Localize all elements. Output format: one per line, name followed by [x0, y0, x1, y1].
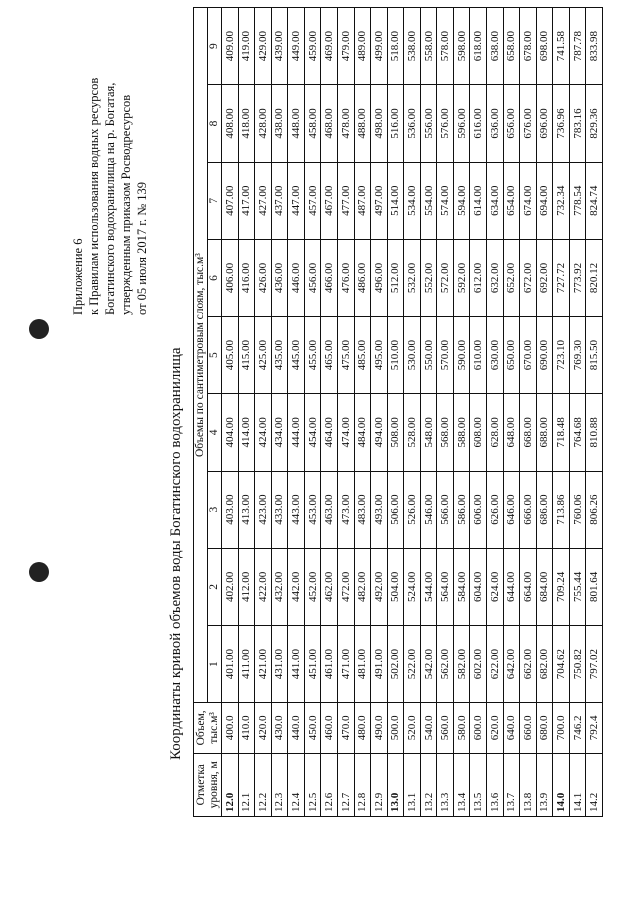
- cm-volume-cell: 558.00: [420, 8, 437, 85]
- cm-volume-cell: 592.00: [453, 239, 470, 316]
- cm-volume-cell: 502.00: [387, 625, 404, 702]
- cm-volume-cell: 438.00: [271, 85, 288, 162]
- cm-volume-cell: 411.00: [238, 625, 255, 702]
- cm-volume-cell: 528.00: [404, 394, 421, 471]
- volume-cell: 600.0: [470, 703, 487, 753]
- cm-volume-cell: 552.00: [420, 239, 437, 316]
- cm-volume-cell: 451.00: [304, 625, 321, 702]
- cm-volume-cell: 469.00: [321, 8, 338, 85]
- cm-volume-cell: 688.00: [536, 394, 553, 471]
- volume-cell: 680.0: [536, 703, 553, 753]
- cm-volume-cell: 546.00: [420, 471, 437, 548]
- cm-volume-cell: 568.00: [437, 394, 454, 471]
- level-cell: 13.8: [520, 753, 537, 816]
- cm-volume-cell: 498.00: [371, 85, 388, 162]
- cm-volume-cell: 664.00: [520, 548, 537, 625]
- cm-volume-cell: 407.00: [222, 162, 239, 239]
- cm-volume-cell: 514.00: [387, 162, 404, 239]
- table-row: [553, 8, 570, 817]
- cm-volume-cell: 588.00: [453, 394, 470, 471]
- table-row: [437, 8, 454, 817]
- cm-volume-cell: 769.30: [569, 317, 586, 394]
- cm-volume-cell: 492.00: [371, 548, 388, 625]
- cm-volume-cell: 638.00: [487, 8, 504, 85]
- cm-volume-cell: 662.00: [520, 625, 537, 702]
- cm-volume-cell: 618.00: [470, 8, 487, 85]
- cm-volume-cell: 508.00: [387, 394, 404, 471]
- cm-volume-cell: 532.00: [404, 239, 421, 316]
- cm-volume-cell: 448.00: [288, 85, 305, 162]
- header-cm: 2: [208, 548, 222, 625]
- cm-volume-cell: 522.00: [404, 625, 421, 702]
- cm-volume-cell: 485.00: [354, 317, 371, 394]
- volume-cell: 440.0: [288, 703, 305, 753]
- cm-volume-cell: 461.00: [321, 625, 338, 702]
- cm-volume-cell: 484.00: [354, 394, 371, 471]
- cm-volume-cell: 778.54: [569, 162, 586, 239]
- cm-volume-cell: 478.00: [337, 85, 354, 162]
- cm-volume-cell: 578.00: [437, 8, 454, 85]
- level-cell: 13.6: [487, 753, 504, 816]
- cm-volume-cell: 628.00: [487, 394, 504, 471]
- level-cell: 12.9: [371, 753, 388, 816]
- cm-volume-cell: 648.00: [503, 394, 520, 471]
- cm-volume-cell: 709.24: [553, 548, 570, 625]
- table-row: [470, 8, 487, 817]
- level-cell: 13.1: [404, 753, 421, 816]
- cm-volume-cell: 466.00: [321, 239, 338, 316]
- cm-volume-cell: 636.00: [487, 85, 504, 162]
- table-row: [536, 8, 553, 817]
- table-row: [404, 8, 421, 817]
- table-row: [354, 8, 371, 817]
- volume-cell: 700.0: [553, 703, 570, 753]
- cm-volume-cell: 482.00: [354, 548, 371, 625]
- table-row: [288, 8, 305, 817]
- cm-volume-cell: 518.00: [387, 8, 404, 85]
- cm-volume-cell: 457.00: [304, 162, 321, 239]
- cm-volume-cell: 594.00: [453, 162, 470, 239]
- header-cm: 3: [208, 471, 222, 548]
- cm-volume-cell: 704.62: [553, 625, 570, 702]
- cm-volume-cell: 741.58: [553, 8, 570, 85]
- cm-volume-cell: 442.00: [288, 548, 305, 625]
- cm-volume-cell: 486.00: [354, 239, 371, 316]
- document-title: Координаты кривой объемов воды Богатинского водохранилища: [168, 347, 184, 760]
- cm-volume-cell: 403.00: [222, 471, 239, 548]
- table-row: [569, 8, 586, 817]
- cm-volume-cell: 493.00: [371, 471, 388, 548]
- cm-volume-cell: 815.50: [586, 317, 603, 394]
- cm-volume-cell: 447.00: [288, 162, 305, 239]
- cm-volume-cell: 787.78: [569, 8, 586, 85]
- cm-volume-cell: 472.00: [337, 548, 354, 625]
- cm-volume-cell: 672.00: [520, 239, 537, 316]
- table-row: [304, 8, 321, 817]
- cm-volume-cell: 690.00: [536, 317, 553, 394]
- volume-cell: 460.0: [321, 703, 338, 753]
- cm-volume-cell: 530.00: [404, 317, 421, 394]
- volume-cell: 520.0: [404, 703, 421, 753]
- cm-volume-cell: 473.00: [337, 471, 354, 548]
- cm-volume-cell: 429.00: [255, 8, 272, 85]
- cm-volume-cell: 475.00: [337, 317, 354, 394]
- appendix-line: Богатинского водохранилища на р. Богатая,: [103, 82, 117, 315]
- cm-volume-cell: 544.00: [420, 548, 437, 625]
- cm-volume-cell: 727.72: [553, 239, 570, 316]
- cm-volume-cell: 483.00: [354, 471, 371, 548]
- cm-volume-cell: 632.00: [487, 239, 504, 316]
- cm-volume-cell: 405.00: [222, 317, 239, 394]
- cm-volume-cell: 674.00: [520, 162, 537, 239]
- cm-volume-cell: 556.00: [420, 85, 437, 162]
- cm-volume-cell: 666.00: [520, 471, 537, 548]
- cm-volume-cell: 433.00: [271, 471, 288, 548]
- volume-cell: 430.0: [271, 703, 288, 753]
- cm-volume-cell: 764.68: [569, 394, 586, 471]
- cm-volume-cell: 446.00: [288, 239, 305, 316]
- cm-volume-cell: 468.00: [321, 85, 338, 162]
- volume-cell: 420.0: [255, 703, 272, 753]
- cm-volume-cell: 488.00: [354, 85, 371, 162]
- level-cell: 13.7: [503, 753, 520, 816]
- level-cell: 13.2: [420, 753, 437, 816]
- cm-volume-cell: 548.00: [420, 394, 437, 471]
- cm-volume-cell: 582.00: [453, 625, 470, 702]
- volume-table: [193, 7, 603, 817]
- cm-volume-cell: 419.00: [238, 8, 255, 85]
- level-cell: 12.1: [238, 753, 255, 816]
- cm-volume-cell: 797.02: [586, 625, 603, 702]
- table-row: [222, 8, 239, 817]
- level-cell: 14.1: [569, 753, 586, 816]
- cm-volume-cell: 692.00: [536, 239, 553, 316]
- cm-volume-cell: 718.48: [553, 394, 570, 471]
- cm-volume-cell: 678.00: [520, 8, 537, 85]
- cm-volume-cell: 630.00: [487, 317, 504, 394]
- cm-volume-cell: 512.00: [387, 239, 404, 316]
- table-row: [387, 8, 404, 817]
- cm-volume-cell: 417.00: [238, 162, 255, 239]
- cm-volume-cell: 598.00: [453, 8, 470, 85]
- cm-volume-cell: 416.00: [238, 239, 255, 316]
- cm-volume-cell: 713.86: [553, 471, 570, 548]
- cm-volume-cell: 562.00: [437, 625, 454, 702]
- cm-volume-cell: 801.64: [586, 548, 603, 625]
- cm-volume-cell: 670.00: [520, 317, 537, 394]
- cm-volume-cell: 538.00: [404, 8, 421, 85]
- table-row: [238, 8, 255, 817]
- cm-volume-cell: 425.00: [255, 317, 272, 394]
- cm-volume-cell: 614.00: [470, 162, 487, 239]
- cm-volume-cell: 606.00: [470, 471, 487, 548]
- cm-volume-cell: 456.00: [304, 239, 321, 316]
- appendix-line: от 05 июля 2017 г. № 139: [135, 181, 149, 315]
- cm-volume-cell: 455.00: [304, 317, 321, 394]
- cm-volume-cell: 644.00: [503, 548, 520, 625]
- cm-volume-cell: 570.00: [437, 317, 454, 394]
- cm-volume-cell: 426.00: [255, 239, 272, 316]
- header-cm: 5: [208, 317, 222, 394]
- cm-volume-cell: 760.06: [569, 471, 586, 548]
- level-cell: 13.5: [470, 753, 487, 816]
- cm-volume-cell: 415.00: [238, 317, 255, 394]
- cm-volume-cell: 658.00: [503, 8, 520, 85]
- cm-volume-cell: 453.00: [304, 471, 321, 548]
- cm-volume-cell: 439.00: [271, 8, 288, 85]
- cm-volume-cell: 449.00: [288, 8, 305, 85]
- volume-cell: 470.0: [337, 703, 354, 753]
- cm-volume-cell: 479.00: [337, 8, 354, 85]
- cm-volume-cell: 467.00: [321, 162, 338, 239]
- cm-volume-cell: 427.00: [255, 162, 272, 239]
- table-row: [420, 8, 437, 817]
- header-cm: 6: [208, 239, 222, 316]
- cm-volume-cell: 412.00: [238, 548, 255, 625]
- cm-volume-cell: 696.00: [536, 85, 553, 162]
- cm-volume-cell: 564.00: [437, 548, 454, 625]
- cm-volume-cell: 402.00: [222, 548, 239, 625]
- cm-volume-cell: 421.00: [255, 625, 272, 702]
- cm-volume-cell: 806.26: [586, 471, 603, 548]
- cm-volume-cell: 401.00: [222, 625, 239, 702]
- cm-volume-cell: 516.00: [387, 85, 404, 162]
- cm-volume-cell: 443.00: [288, 471, 305, 548]
- cm-volume-cell: 510.00: [387, 317, 404, 394]
- table-row: [487, 8, 504, 817]
- volume-cell: 400.0: [222, 703, 239, 753]
- cm-volume-cell: 406.00: [222, 239, 239, 316]
- cm-volume-cell: 463.00: [321, 471, 338, 548]
- cm-volume-cell: 495.00: [371, 317, 388, 394]
- cm-volume-cell: 414.00: [238, 394, 255, 471]
- cm-volume-cell: 584.00: [453, 548, 470, 625]
- appendix-note: [70, 5, 150, 315]
- cm-volume-cell: 668.00: [520, 394, 537, 471]
- cm-volume-cell: 423.00: [255, 471, 272, 548]
- table-row: [271, 8, 288, 817]
- table-row: [371, 8, 388, 817]
- cm-volume-cell: 736.96: [553, 85, 570, 162]
- cm-volume-cell: 596.00: [453, 85, 470, 162]
- level-cell: 13.9: [536, 753, 553, 816]
- table-row: [255, 8, 272, 817]
- appendix-line: к Правилам использования водных ресурсов: [87, 77, 101, 315]
- cm-volume-cell: 428.00: [255, 85, 272, 162]
- cm-volume-cell: 604.00: [470, 548, 487, 625]
- level-cell: 13.3: [437, 753, 454, 816]
- cm-volume-cell: 612.00: [470, 239, 487, 316]
- cm-volume-cell: 494.00: [371, 394, 388, 471]
- cm-volume-cell: 497.00: [371, 162, 388, 239]
- appendix-line: утвержденным приказом Росводресурсов: [119, 94, 133, 315]
- cm-volume-cell: 496.00: [371, 239, 388, 316]
- cm-volume-cell: 566.00: [437, 471, 454, 548]
- header-cm: 4: [208, 394, 222, 471]
- level-cell: 14.0: [553, 753, 570, 816]
- volume-cell: 580.0: [453, 703, 470, 753]
- cm-volume-cell: 536.00: [404, 85, 421, 162]
- cm-volume-cell: 572.00: [437, 239, 454, 316]
- cm-volume-cell: 499.00: [371, 8, 388, 85]
- cm-volume-cell: 686.00: [536, 471, 553, 548]
- volume-cell: 410.0: [238, 703, 255, 753]
- cm-volume-cell: 404.00: [222, 394, 239, 471]
- cm-volume-cell: 409.00: [222, 8, 239, 85]
- header-cm: 1: [208, 625, 222, 702]
- volume-cell: 620.0: [487, 703, 504, 753]
- level-cell: 12.5: [304, 753, 321, 816]
- cm-volume-cell: 622.00: [487, 625, 504, 702]
- cm-volume-cell: 732.34: [553, 162, 570, 239]
- cm-volume-cell: 452.00: [304, 548, 321, 625]
- cm-volume-cell: 413.00: [238, 471, 255, 548]
- cm-volume-cell: 422.00: [255, 548, 272, 625]
- table-row: [503, 8, 520, 817]
- cm-volume-cell: 542.00: [420, 625, 437, 702]
- cm-volume-cell: 437.00: [271, 162, 288, 239]
- cm-volume-cell: 489.00: [354, 8, 371, 85]
- cm-volume-cell: 829.36: [586, 85, 603, 162]
- header-volume: Объем, тыс.м³: [194, 703, 222, 753]
- cm-volume-cell: 464.00: [321, 394, 338, 471]
- cm-volume-cell: 624.00: [487, 548, 504, 625]
- level-cell: 12.7: [337, 753, 354, 816]
- cm-volume-cell: 608.00: [470, 394, 487, 471]
- cm-volume-cell: 435.00: [271, 317, 288, 394]
- cm-volume-cell: 586.00: [453, 471, 470, 548]
- cm-volume-cell: 418.00: [238, 85, 255, 162]
- cm-volume-cell: 656.00: [503, 85, 520, 162]
- level-cell: 12.2: [255, 753, 272, 816]
- volume-cell: 640.0: [503, 703, 520, 753]
- cm-volume-cell: 526.00: [404, 471, 421, 548]
- header-cm-group: Объемы по сантиметровым слоям, тыс.м³: [194, 8, 208, 703]
- table-row: [586, 8, 603, 817]
- level-cell: 12.6: [321, 753, 338, 816]
- level-cell: 12.8: [354, 753, 371, 816]
- cm-volume-cell: 491.00: [371, 625, 388, 702]
- cm-volume-cell: 634.00: [487, 162, 504, 239]
- volume-cell: 500.0: [387, 703, 404, 753]
- cm-volume-cell: 833.98: [586, 8, 603, 85]
- volume-cell: 450.0: [304, 703, 321, 753]
- cm-volume-cell: 650.00: [503, 317, 520, 394]
- cm-volume-cell: 642.00: [503, 625, 520, 702]
- level-cell: 13.0: [387, 753, 404, 816]
- cm-volume-cell: 576.00: [437, 85, 454, 162]
- cm-volume-cell: 652.00: [503, 239, 520, 316]
- cm-volume-cell: 550.00: [420, 317, 437, 394]
- cm-volume-cell: 454.00: [304, 394, 321, 471]
- volume-cell: 660.0: [520, 703, 537, 753]
- cm-volume-cell: 524.00: [404, 548, 421, 625]
- volume-cell: 480.0: [354, 703, 371, 753]
- cm-volume-cell: 431.00: [271, 625, 288, 702]
- cm-volume-cell: 459.00: [304, 8, 321, 85]
- cm-volume-cell: 590.00: [453, 317, 470, 394]
- cm-volume-cell: 471.00: [337, 625, 354, 702]
- level-cell: 14.2: [586, 753, 603, 816]
- table-row: [321, 8, 338, 817]
- level-cell: 12.0: [222, 753, 239, 816]
- cm-volume-cell: 487.00: [354, 162, 371, 239]
- cm-volume-cell: 654.00: [503, 162, 520, 239]
- cm-volume-cell: 432.00: [271, 548, 288, 625]
- cm-volume-cell: 820.12: [586, 239, 603, 316]
- cm-volume-cell: 626.00: [487, 471, 504, 548]
- table-row: [520, 8, 537, 817]
- table-row: [337, 8, 354, 817]
- cm-volume-cell: 441.00: [288, 625, 305, 702]
- cm-volume-cell: 682.00: [536, 625, 553, 702]
- cm-volume-cell: 444.00: [288, 394, 305, 471]
- cm-volume-cell: 554.00: [420, 162, 437, 239]
- level-cell: 13.4: [453, 753, 470, 816]
- cm-volume-cell: 458.00: [304, 85, 321, 162]
- cm-volume-cell: 462.00: [321, 548, 338, 625]
- volume-cell: 560.0: [437, 703, 454, 753]
- cm-volume-cell: 783.16: [569, 85, 586, 162]
- cm-volume-cell: 755.44: [569, 548, 586, 625]
- cm-volume-cell: 610.00: [470, 317, 487, 394]
- cm-volume-cell: 616.00: [470, 85, 487, 162]
- table-row: [453, 8, 470, 817]
- cm-volume-cell: 824.74: [586, 162, 603, 239]
- cm-volume-cell: 574.00: [437, 162, 454, 239]
- cm-volume-cell: 810.88: [586, 394, 603, 471]
- volume-cell: 746.2: [569, 703, 586, 753]
- cm-volume-cell: 504.00: [387, 548, 404, 625]
- cm-volume-cell: 477.00: [337, 162, 354, 239]
- cm-volume-cell: 506.00: [387, 471, 404, 548]
- cm-volume-cell: 750.82: [569, 625, 586, 702]
- volume-cell: 540.0: [420, 703, 437, 753]
- cm-volume-cell: 694.00: [536, 162, 553, 239]
- cm-volume-cell: 408.00: [222, 85, 239, 162]
- cm-volume-cell: 445.00: [288, 317, 305, 394]
- cm-volume-cell: 434.00: [271, 394, 288, 471]
- cm-volume-cell: 436.00: [271, 239, 288, 316]
- cm-volume-cell: 684.00: [536, 548, 553, 625]
- level-cell: 12.4: [288, 753, 305, 816]
- level-cell: 12.3: [271, 753, 288, 816]
- volume-cell: 490.0: [371, 703, 388, 753]
- cm-volume-cell: 476.00: [337, 239, 354, 316]
- header-level: Отметка уровня, м: [194, 753, 222, 816]
- cm-volume-cell: 465.00: [321, 317, 338, 394]
- cm-volume-cell: 676.00: [520, 85, 537, 162]
- cm-volume-cell: 773.92: [569, 239, 586, 316]
- cm-volume-cell: 646.00: [503, 471, 520, 548]
- cm-volume-cell: 481.00: [354, 625, 371, 702]
- cm-volume-cell: 534.00: [404, 162, 421, 239]
- header-cm: 7: [208, 162, 222, 239]
- header-cm: 8: [208, 85, 222, 162]
- cm-volume-cell: 698.00: [536, 8, 553, 85]
- volume-cell: 792.4: [586, 703, 603, 753]
- appendix-line: Приложение 6: [71, 238, 85, 315]
- cm-volume-cell: 424.00: [255, 394, 272, 471]
- cm-volume-cell: 602.00: [470, 625, 487, 702]
- cm-volume-cell: 723.10: [553, 317, 570, 394]
- cm-volume-cell: 474.00: [337, 394, 354, 471]
- header-cm: 9: [208, 8, 222, 85]
